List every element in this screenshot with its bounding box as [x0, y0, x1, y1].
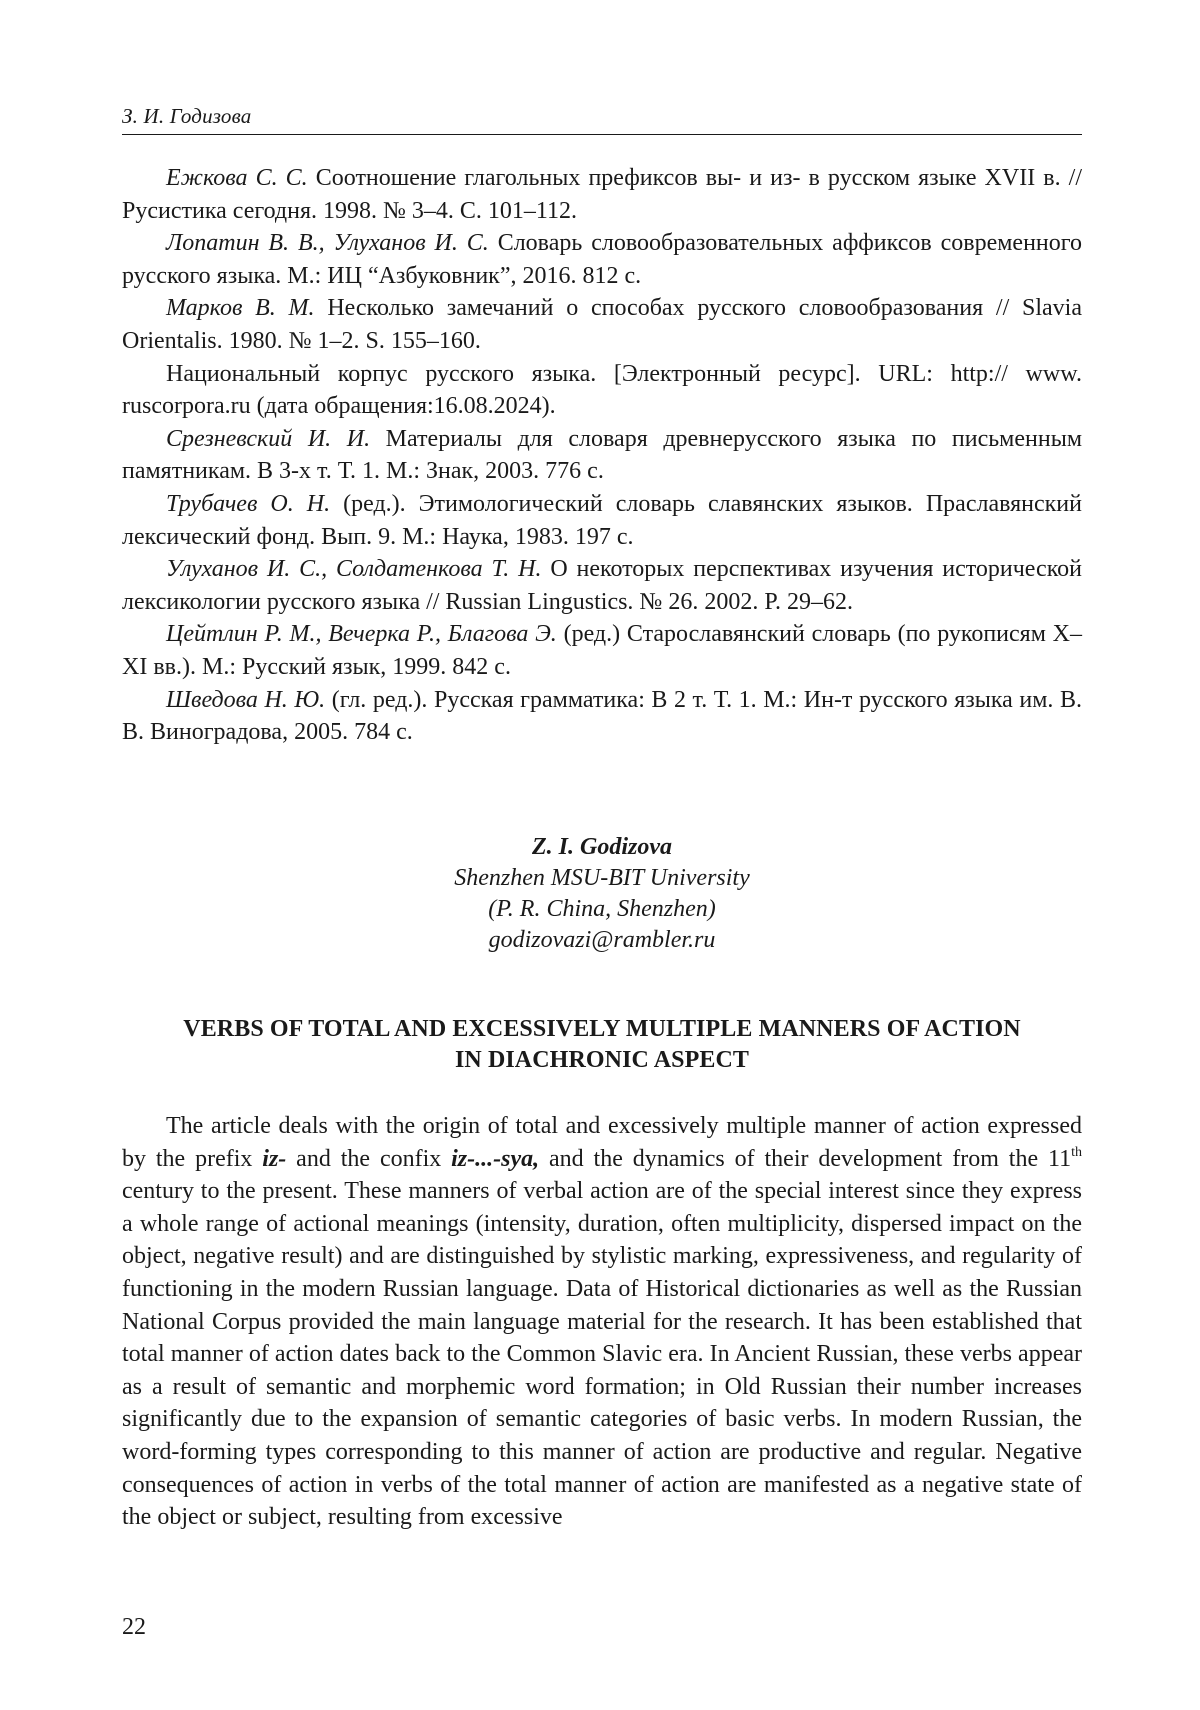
author-block: [122, 832, 1082, 956]
running-head: З. И. Годизова: [122, 104, 252, 128]
reference-item: [122, 162, 1082, 227]
reference-text: Национальный корпус русского языка. [Электронный ресурс]. URL: http:// www. ruscorpora.ru (дата обращения:16.08.2024).: [122, 360, 1082, 420]
confix-term: iz-...-sya,: [451, 1145, 540, 1172]
abstract-text: and the dynamics of their development from the 11: [539, 1145, 1072, 1172]
abstract-text: and the confix: [286, 1145, 452, 1172]
author-location: (P. R. China, Shenzhen): [488, 896, 716, 922]
header-rule: [122, 134, 1082, 135]
reference-item: [122, 618, 1082, 683]
reference-item: [122, 553, 1082, 618]
article-title: [122, 1014, 1082, 1076]
reference-author: Срезневский И. И.: [166, 425, 371, 452]
reference-text: Материалы для словаря древнерусского языка по письменным памятникам. В 3-х т. Т. 1. М.: Знак, 2003. 776 с.: [122, 425, 1083, 485]
abstract-paragraph: [122, 1110, 1082, 1534]
reference-text: (ред.) Старославянский словарь (по рукописям X–XI вв.). М.: Русский язык, 1999. 842 с.: [122, 621, 1082, 680]
abstract-text: century to the present. These manners of verbal action are of the special interest since they express a whole range of actional meanings (intensity, duration, often multiplicity, dispersed impact on the object, negative result) and are distinguished by stylistic marking, expressiveness, and regularity of functioning in the modern Russian language. Data of Historical dictionaries as well as the Russian National Corpus provided the main language material for the research. It has been established that total manner of action dates back to the Common Slavic era. In Ancient Russian, these verbs appear as a result of semantic and morphemic word formation; in Old Russian their number increases significantly due to the expansion of semantic categories of basic verbs. In modern Russian, the word-forming types corresponding to this manner of action are productive and regular. Negative consequences of action in verbs of the total manner of action are manifested as a negative state of the object or subject, resulting from excessive: [122, 1178, 1082, 1531]
author-affiliation: Shenzhen MSU-BIT University: [454, 865, 750, 891]
article-title-line: IN DIACHRONIC ASPECT: [454, 1047, 750, 1073]
reference-text: (гл. ред.). Русская грамматика: В 2 т. Т. 1. М.: Ин-т русского языка им. В. В. Виноградова, 2005. 784 с.: [122, 686, 1082, 746]
page-number: 22: [122, 1614, 146, 1640]
reference-text: Соотношение глагольных префиксов вы- и из- в русском языке XVII в. // Русистика сегодня. 1998. № 3–4. С. 101–112.: [122, 165, 1082, 224]
reference-text: Несколько замечаний о способах русского словообразования // Slavia Orientalis. 1980. № 1–2. S. 155–160.: [122, 295, 1082, 354]
prefix-term: iz-: [262, 1145, 287, 1172]
article-title-line: VERBS OF TOTAL AND EXCESSIVELY MULTIPLE MANNERS OF ACTION: [183, 1016, 1021, 1042]
reference-item: [122, 227, 1082, 292]
author-name: Z. I. Godizova: [532, 834, 672, 860]
reference-list: [122, 162, 1082, 749]
reference-author: Марков В. М.: [166, 295, 315, 322]
reference-text: Словарь словообразовательных аффиксов современного русского языка. М.: ИЦ “Азбуковник”, 2016. 812 с.: [122, 230, 1082, 289]
reference-author: Улуханов И. С., Солдатенкова Т. Н.: [166, 556, 542, 583]
abstract-text: The article deals with the origin of total and excessively multiple manner of action expressed by the prefix: [122, 1113, 1082, 1172]
reference-author: Цейтлин Р. М., Вечерка Р., Благова Э.: [166, 621, 557, 648]
author-email: godizovazi@rambler.ru: [488, 927, 716, 953]
reference-author: Трубачев О. Н.: [166, 490, 331, 517]
reference-text: (ред.). Этимологический словарь славянских языков. Праславянский лексический фонд. Вып. 9. М.: Наука, 1983. 197 с.: [122, 490, 1082, 550]
reference-item: [122, 292, 1082, 357]
reference-author: Ежкова С. С.: [166, 165, 308, 191]
reference-text: О некоторых перспективах изучения исторической лексикологии русского языка // Russian Lingustics. № 26. 2002. P. 29–62.: [122, 556, 1082, 615]
reference-item: [122, 684, 1082, 749]
reference-author: Шведова Н. Ю.: [166, 686, 326, 713]
reference-item: [122, 423, 1082, 488]
reference-item: [122, 488, 1082, 553]
ordinal-superscript: th: [1071, 1144, 1082, 1160]
reference-item: [122, 358, 1082, 423]
reference-author: Лопатин В. В., Улуханов И. С.: [166, 230, 489, 257]
